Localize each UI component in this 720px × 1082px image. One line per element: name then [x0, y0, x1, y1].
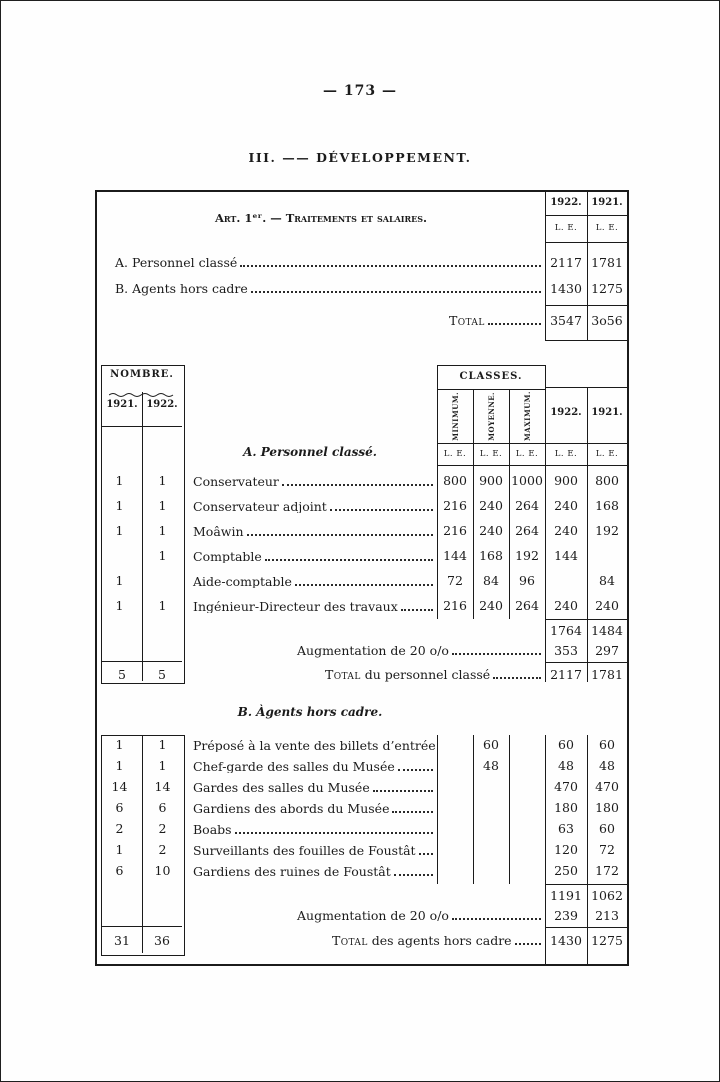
row-label-cell	[97, 282, 545, 296]
augmentation-row	[97, 906, 627, 926]
row-label: Chef-garde des salles du Musée	[193, 759, 395, 774]
rule-h	[102, 426, 182, 427]
row-label: Moâwin	[193, 524, 244, 539]
total-row	[97, 929, 627, 953]
rule-h	[545, 884, 627, 885]
maximum-value: 192	[515, 548, 539, 564]
rule-h	[437, 389, 545, 390]
nombre-1922: 1	[158, 737, 167, 753]
table-row	[97, 519, 627, 544]
value-1921: 48	[599, 758, 615, 774]
dotted-leader	[452, 653, 541, 655]
subtotal-row	[97, 621, 627, 641]
value-1922: 240	[554, 498, 578, 514]
dotted-leader	[247, 534, 433, 536]
unit-le: L. E.	[443, 449, 467, 459]
detail-year-1922: 1922.	[550, 407, 582, 418]
value-1922: 144	[554, 548, 578, 564]
nombre-1921: 6	[115, 800, 124, 816]
classes-col-maximum	[509, 391, 545, 441]
augmentation-1922: 239	[554, 907, 578, 923]
dotted-leader	[373, 790, 433, 792]
augmentation-1921: 297	[595, 642, 619, 658]
dotted-leader	[240, 265, 541, 267]
table-row	[97, 861, 627, 882]
maximum-value: 264	[515, 498, 539, 514]
value-1922: 60	[558, 737, 574, 753]
rule-h	[545, 387, 627, 388]
value-1921: 240	[595, 598, 619, 614]
total-row	[97, 664, 627, 686]
row-label-cell	[97, 256, 545, 270]
classes-col-moyenne	[473, 391, 509, 441]
value-1921: 180	[595, 800, 619, 816]
subtotal-1921: 1484	[591, 622, 623, 638]
moyenne-value: 240	[479, 498, 503, 514]
dotted-leader	[265, 559, 433, 561]
value-1921: 84	[599, 573, 615, 589]
dotted-leader	[488, 323, 541, 325]
nombre-total-1921: 5	[118, 667, 126, 682]
moyenne-value: 84	[483, 573, 499, 589]
dotted-leader	[235, 832, 433, 834]
total-label: Total	[332, 934, 368, 948]
total-1921: 3o56	[591, 312, 623, 328]
total-1922: 1430	[550, 932, 582, 948]
row-label: Boabs	[193, 822, 232, 837]
value-1921: 1275	[591, 280, 623, 296]
nombre-1922: 14	[154, 779, 171, 795]
row-label: Comptable	[193, 549, 262, 564]
nombre-1922: 1	[158, 548, 167, 564]
table-row	[97, 819, 627, 840]
row-label-cell	[183, 739, 437, 753]
rule-h	[437, 443, 627, 444]
row-label: Gardiens des abords du Musée	[193, 801, 390, 816]
nombre-1921: 1	[115, 737, 124, 753]
rule-h	[545, 927, 627, 928]
rule-h	[545, 242, 627, 243]
table-row	[97, 544, 627, 569]
row-label-cell	[183, 823, 437, 837]
subtotal-1921: 1062	[591, 887, 623, 903]
value-1922: 120	[554, 842, 578, 858]
moyenne-value: 240	[479, 523, 503, 539]
row-label: A. Personnel classé	[115, 256, 238, 270]
nombre-1921: 6	[115, 863, 124, 879]
dotted-leader	[295, 584, 433, 586]
nombre-title: NOMBRE.	[110, 369, 174, 380]
summary-year-1922: 1922.	[550, 197, 582, 208]
augmentation-label: Augmentation de 20 o/o	[297, 644, 449, 658]
classes-title: CLASSES.	[459, 371, 523, 382]
rule-h	[437, 365, 545, 366]
maximum-value: 264	[515, 523, 539, 539]
maximum-value: 1000	[511, 473, 543, 489]
value-1922: 180	[554, 800, 578, 816]
augmentation-row	[97, 641, 627, 661]
row-label: Surveillants des fouilles de Foustât	[193, 843, 416, 858]
unit-le: L. E.	[554, 449, 578, 459]
row-label: Aide-comptable	[193, 574, 292, 589]
total-label-rest: des agents hors cadre	[371, 934, 512, 948]
dotted-leader	[251, 291, 541, 293]
dotted-leader	[493, 677, 541, 679]
table-row	[97, 756, 627, 777]
classes-col-minimum	[437, 391, 473, 441]
rule-h	[545, 662, 627, 663]
value-1921: 1781	[591, 254, 623, 270]
dotted-leader	[392, 811, 433, 813]
value-1922: 470	[554, 779, 578, 795]
maximum-value: 264	[515, 598, 539, 614]
nombre-1922: 2	[158, 821, 167, 837]
unit-le: L. E.	[554, 223, 578, 233]
table-row	[97, 469, 627, 494]
rotated-label: MAXIMUM.	[522, 391, 532, 441]
article-heading: Art. 1ᵉʳ. — Traitements et salaires.	[214, 211, 428, 225]
row-label-cell	[183, 525, 437, 539]
nombre-1922: 1	[158, 598, 167, 614]
minimum-value: 144	[443, 548, 467, 564]
value-1922: 2117	[550, 254, 582, 270]
budget-table	[95, 190, 629, 966]
dotted-leader	[282, 484, 433, 486]
nombre-year-1922: 1922.	[146, 399, 178, 410]
row-label-cell	[97, 668, 545, 682]
moyenne-value: 900	[479, 473, 503, 489]
table-row	[97, 494, 627, 519]
value-1921: 800	[595, 473, 619, 489]
subtotal-1922: 1764	[550, 622, 582, 638]
row-label-cell	[97, 644, 545, 658]
augmentation-1922: 353	[554, 642, 578, 658]
row-label: Gardiens des ruines de Foustât	[193, 864, 391, 879]
row-label-cell	[183, 760, 437, 774]
nombre-1921: 1	[115, 498, 124, 514]
subtotal-1922: 1191	[550, 887, 582, 903]
rule-h	[102, 661, 182, 662]
table-row	[97, 840, 627, 861]
section-heading: III. —— DÉVELOPPEMENT.	[248, 150, 472, 165]
total-label: Total	[449, 314, 485, 328]
row-label-cell	[183, 865, 437, 879]
total-1922: 2117	[550, 666, 582, 682]
value-1922: 250	[554, 863, 578, 879]
value-1921: 192	[595, 523, 619, 539]
minimum-value: 216	[443, 598, 467, 614]
rule-h	[545, 340, 627, 341]
value-1921: 172	[595, 863, 619, 879]
agents-heading: B. Àgents hors cadre.	[237, 705, 383, 719]
nombre-1922: 1	[158, 523, 167, 539]
value-1922: 48	[558, 758, 574, 774]
nombre-1921: 1	[115, 842, 124, 858]
moyenne-value: 48	[483, 758, 499, 774]
nombre-total-1922: 5	[158, 667, 166, 682]
minimum-value: 800	[443, 473, 467, 489]
nombre-1922: 2	[158, 842, 167, 858]
dotted-leader	[515, 943, 541, 945]
row-label-cell	[97, 314, 545, 328]
nombre-1921: 1	[115, 758, 124, 774]
table-row	[97, 735, 627, 756]
row-label: Ingénieur-Directeur des travaux	[193, 599, 398, 614]
summary-year-1921: 1921.	[591, 197, 623, 208]
row-label-cell	[183, 500, 437, 514]
rule-h	[102, 926, 182, 927]
nombre-1922: 1	[158, 758, 167, 774]
table-row	[97, 594, 627, 619]
nombre-1922: 10	[154, 863, 171, 879]
minimum-value: 216	[443, 498, 467, 514]
nombre-1921: 2	[115, 821, 124, 837]
rule-h	[545, 619, 627, 620]
nombre-1921: 14	[111, 779, 128, 795]
nombre-1922: 1	[158, 498, 167, 514]
dotted-leader	[452, 918, 541, 920]
value-1921: 60	[599, 821, 615, 837]
nombre-1922: 1	[158, 473, 167, 489]
row-label-cell	[183, 575, 437, 589]
augmentation-label: Augmentation de 20 o/o	[297, 909, 449, 923]
row-label-cell	[183, 781, 437, 795]
value-1922: 900	[554, 473, 578, 489]
dotted-leader	[330, 509, 433, 511]
value-1922: 240	[554, 523, 578, 539]
summary-row	[97, 250, 627, 276]
rotated-label: MINIMUM.	[450, 391, 460, 441]
moyenne-value: 60	[483, 737, 499, 753]
row-label-cell	[97, 909, 545, 923]
rule-h	[437, 465, 627, 466]
row-label-cell	[183, 600, 437, 614]
unit-le: L. E.	[595, 223, 619, 233]
value-1922: 1430	[550, 280, 582, 296]
value-1922: 240	[554, 598, 578, 614]
value-1921: 72	[599, 842, 615, 858]
row-label: B. Agents hors cadre	[115, 282, 248, 296]
moyenne-value: 240	[479, 598, 503, 614]
total-1921: 1781	[591, 666, 623, 682]
summary-row	[97, 276, 627, 302]
maximum-value: 96	[519, 573, 535, 589]
nombre-1922: 6	[158, 800, 167, 816]
value-1922: 63	[558, 821, 574, 837]
row-label: Conservateur adjoint	[193, 499, 327, 514]
rule-h	[545, 215, 627, 216]
detail-year-1921: 1921.	[591, 407, 623, 418]
nombre-year-1921: 1921.	[106, 399, 138, 410]
table-row	[97, 777, 627, 798]
row-label: Préposé à la vente des billets d’entrée	[193, 738, 436, 753]
dotted-leader	[398, 769, 433, 771]
total-label: Total	[325, 668, 361, 682]
nombre-1921: 1	[115, 573, 124, 589]
nombre-total-1922: 36	[154, 933, 170, 948]
table-row	[97, 798, 627, 819]
row-label: Conservateur	[193, 474, 279, 489]
augmentation-1921: 213	[595, 907, 619, 923]
minimum-value: 72	[447, 573, 463, 589]
nombre-1921: 1	[115, 473, 124, 489]
table-row	[97, 569, 627, 594]
value-1921: 60	[599, 737, 615, 753]
value-1921: 470	[595, 779, 619, 795]
row-label-cell	[183, 475, 437, 489]
minimum-value: 216	[443, 523, 467, 539]
row-label-cell	[97, 934, 545, 948]
dotted-leader	[419, 853, 433, 855]
row-label-cell	[183, 550, 437, 564]
dotted-leader	[394, 874, 433, 876]
summary-total-row	[97, 306, 627, 336]
row-label: Gardes des salles du Musée	[193, 780, 370, 795]
subtotal-row	[97, 886, 627, 906]
total-1922: 3547	[550, 312, 582, 328]
rotated-label: MOYENNE.	[486, 391, 496, 441]
value-1921: 168	[595, 498, 619, 514]
unit-le: L. E.	[595, 449, 619, 459]
total-1921: 1275	[591, 932, 623, 948]
page-number: — 173 —	[323, 83, 397, 99]
row-label-cell	[183, 802, 437, 816]
unit-le: L. E.	[515, 449, 539, 459]
row-label-cell	[183, 844, 437, 858]
personnel-heading: A. Personnel classé.	[243, 445, 377, 459]
unit-le: L. E.	[479, 449, 503, 459]
dotted-leader	[401, 609, 433, 611]
nombre-1921: 1	[115, 598, 124, 614]
total-label-rest: du personnel classé	[364, 668, 491, 682]
nombre-1921: 1	[115, 523, 124, 539]
moyenne-value: 168	[479, 548, 503, 564]
nombre-total-1921: 31	[114, 933, 130, 948]
